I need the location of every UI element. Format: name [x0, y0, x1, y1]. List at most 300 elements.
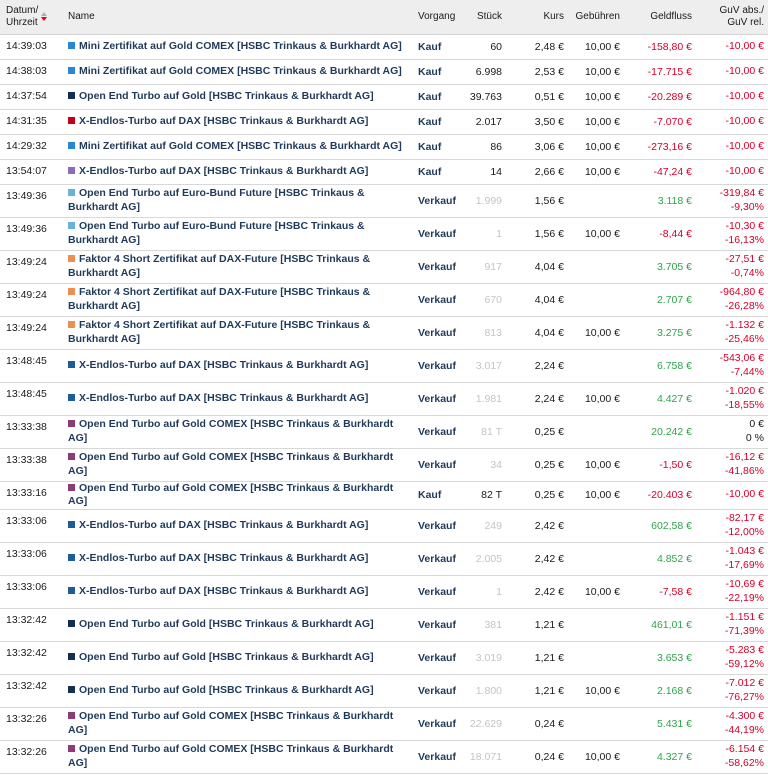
cell-fees: [568, 349, 624, 382]
instrument-color-square-icon: [68, 222, 75, 229]
profit-loss-absolute: -10,00 €: [725, 89, 764, 102]
column-header-date[interactable]: [0, 0, 58, 34]
profit-loss-absolute: -10,30 €: [725, 220, 764, 232]
instrument-color-square-icon: [68, 92, 75, 99]
column-header-fees[interactable]: Gebühren: [568, 0, 624, 34]
cell-profit-loss: [696, 542, 768, 575]
cell-quantity: 86: [460, 134, 506, 159]
table-row[interactable]: [0, 134, 768, 159]
cell-fees: 10,00 €: [568, 382, 624, 415]
table-row[interactable]: [0, 109, 768, 134]
cell-cashflow: -8,44 €: [624, 217, 696, 250]
cell-profit-loss: [696, 641, 768, 674]
column-header-quantity[interactable]: Stück: [460, 0, 506, 34]
pl-header-line1: GuV abs./: [719, 4, 764, 16]
cell-fees: 10,00 €: [568, 59, 624, 84]
cell-fees: [568, 509, 624, 542]
instrument-name-link[interactable]: Faktor 4 Short Zertifikat auf DAX-Future [HSBC Trinkaus & Burkhardt AG]: [68, 319, 371, 345]
cell-fees: 10,00 €: [568, 84, 624, 109]
cell-quantity: 917: [460, 250, 506, 283]
profit-loss-absolute: -1.132 €: [725, 319, 764, 331]
column-header-name[interactable]: Name: [58, 0, 414, 34]
table-header-row: [0, 0, 768, 34]
profit-loss-absolute: -10,00 €: [725, 64, 764, 77]
cell-fees: 10,00 €: [568, 575, 624, 608]
cell-name[interactable]: [58, 575, 414, 608]
cell-price: 2,42 €: [506, 509, 568, 542]
instrument-name-link[interactable]: X-Endlos-Turbo auf DAX [HSBC Trinkaus & Burkhardt AG]: [79, 518, 369, 531]
cell-cashflow: -47,24 €: [624, 159, 696, 184]
cell-datetime: 13:54:07: [0, 159, 58, 184]
instrument-color-square-icon: [68, 394, 75, 401]
cell-name[interactable]: [58, 316, 414, 349]
cell-fees: 10,00 €: [568, 134, 624, 159]
cell-datetime: 13:49:24: [0, 316, 58, 349]
cell-price: 2,42 €: [506, 575, 568, 608]
cell-price: 3,50 €: [506, 109, 568, 134]
cell-price: 0,25 €: [506, 415, 568, 448]
table-row[interactable]: [0, 707, 768, 740]
instrument-name-link[interactable]: Open End Turbo auf Gold [HSBC Trinkaus & Burkhardt AG]: [79, 683, 374, 696]
cell-price: 2,24 €: [506, 382, 568, 415]
profit-loss-absolute: -82,17 €: [725, 512, 764, 524]
cell-name[interactable]: [58, 608, 414, 641]
cell-datetime: 13:32:26: [0, 740, 58, 773]
cell-price: 1,21 €: [506, 641, 568, 674]
cell-price: 4,04 €: [506, 316, 568, 349]
instrument-color-square-icon: [68, 67, 75, 74]
profit-loss-relative: -0,74%: [730, 266, 764, 279]
table-row[interactable]: [0, 349, 768, 382]
cell-name[interactable]: [58, 509, 414, 542]
cell-name[interactable]: [58, 674, 414, 707]
instrument-name-link[interactable]: Mini Zertifikat auf Gold COMEX [HSBC Trinkaus & Burkhardt AG]: [79, 64, 402, 77]
instrument-color-square-icon: [68, 712, 75, 719]
cell-name[interactable]: [58, 250, 414, 283]
cell-name[interactable]: [58, 481, 414, 509]
profit-loss-relative: -9,30%: [730, 200, 764, 213]
cell-name[interactable]: [58, 448, 414, 481]
profit-loss-relative: -58,62%: [724, 756, 764, 769]
cell-datetime: 13:32:42: [0, 608, 58, 641]
cell-quantity: 1.999: [460, 184, 506, 217]
table-row[interactable]: [0, 217, 768, 250]
cell-profit-loss: [696, 415, 768, 448]
table-row[interactable]: [0, 184, 768, 217]
instrument-color-square-icon: [68, 361, 75, 368]
cell-name[interactable]: [58, 84, 414, 109]
column-header-price[interactable]: Kurs: [506, 0, 568, 34]
table-row[interactable]: [0, 34, 768, 59]
cell-profit-loss: [696, 250, 768, 283]
cell-cashflow: 602,58 €: [624, 509, 696, 542]
cell-price: 1,56 €: [506, 184, 568, 217]
cell-name[interactable]: [58, 542, 414, 575]
column-header-type[interactable]: Vorgang: [414, 0, 460, 34]
table-row[interactable]: [0, 740, 768, 773]
cell-datetime: 13:33:16: [0, 481, 58, 509]
cell-price: 0,25 €: [506, 448, 568, 481]
date-header-line2: Uhrzeit: [6, 16, 38, 28]
cell-transaction-type: Verkauf: [414, 509, 460, 542]
instrument-color-square-icon: [68, 484, 75, 491]
cell-quantity: 2.017: [460, 109, 506, 134]
cell-transaction-type: Verkauf: [414, 250, 460, 283]
date-header-line1: Datum/: [6, 4, 39, 16]
cell-datetime: 13:32:42: [0, 641, 58, 674]
cell-quantity: 3.019: [460, 641, 506, 674]
profit-loss-absolute: -4.300 €: [725, 710, 764, 722]
instrument-name-link[interactable]: X-Endlos-Turbo auf DAX [HSBC Trinkaus & Burkhardt AG]: [79, 551, 369, 564]
cell-datetime: 14:31:35: [0, 109, 58, 134]
cell-quantity: 1: [460, 575, 506, 608]
instrument-color-square-icon: [68, 420, 75, 427]
cell-name[interactable]: [58, 134, 414, 159]
cell-datetime: 13:49:24: [0, 250, 58, 283]
profit-loss-relative: -7,44%: [730, 365, 764, 378]
cell-quantity: 3.017: [460, 349, 506, 382]
profit-loss-absolute: -10,00 €: [725, 164, 764, 177]
cell-name[interactable]: [58, 109, 414, 134]
instrument-color-square-icon: [68, 587, 75, 594]
cell-price: 2,53 €: [506, 59, 568, 84]
profit-loss-absolute: -10,69 €: [725, 578, 764, 590]
instrument-color-square-icon: [68, 288, 75, 295]
instrument-color-square-icon: [68, 521, 75, 528]
instrument-color-square-icon: [68, 745, 75, 752]
profit-loss-absolute: 0 €: [749, 418, 764, 430]
instrument-color-square-icon: [68, 321, 75, 328]
profit-loss-absolute: -964,80 €: [719, 286, 764, 298]
cell-fees: 10,00 €: [568, 674, 624, 707]
profit-loss-absolute: -5.283 €: [725, 644, 764, 656]
cell-cashflow: -7.070 €: [624, 109, 696, 134]
cell-datetime: 14:29:32: [0, 134, 58, 159]
cell-transaction-type: Kauf: [414, 159, 460, 184]
cell-profit-loss: [696, 707, 768, 740]
cell-quantity: 381: [460, 608, 506, 641]
instrument-name-link[interactable]: Faktor 4 Short Zertifikat auf DAX-Future [HSBC Trinkaus & Burkhardt AG]: [68, 253, 371, 279]
profit-loss-relative: 0 %: [745, 431, 764, 444]
cell-transaction-type: Kauf: [414, 84, 460, 109]
cell-transaction-type: Kauf: [414, 481, 460, 509]
cell-fees: [568, 542, 624, 575]
cell-quantity: 14: [460, 159, 506, 184]
cell-quantity: 82 T: [460, 481, 506, 509]
cell-cashflow: -158,80 €: [624, 34, 696, 59]
cell-transaction-type: Kauf: [414, 59, 460, 84]
cell-transaction-type: Verkauf: [414, 641, 460, 674]
table-body: [0, 34, 768, 773]
cell-price: 1,21 €: [506, 608, 568, 641]
cell-datetime: 13:49:36: [0, 217, 58, 250]
profit-loss-relative: -76,27%: [724, 690, 764, 703]
cell-price: 1,21 €: [506, 674, 568, 707]
profit-loss-relative: -59,12%: [724, 657, 764, 670]
cell-transaction-type: Verkauf: [414, 674, 460, 707]
cell-price: 2,66 €: [506, 159, 568, 184]
table-row[interactable]: [0, 316, 768, 349]
instrument-color-square-icon: [68, 653, 75, 660]
profit-loss-relative: -44,19%: [724, 723, 764, 736]
profit-loss-absolute: -10,00 €: [725, 39, 764, 52]
instrument-name-link[interactable]: X-Endlos-Turbo auf DAX [HSBC Trinkaus & Burkhardt AG]: [79, 164, 369, 177]
cell-price: 0,51 €: [506, 84, 568, 109]
cell-price: 2,24 €: [506, 349, 568, 382]
cell-cashflow: 2.707 €: [624, 283, 696, 316]
cell-profit-loss: [696, 283, 768, 316]
cell-price: 2,42 €: [506, 542, 568, 575]
table-row[interactable]: [0, 575, 768, 608]
cell-fees: 10,00 €: [568, 34, 624, 59]
cell-cashflow: 5.431 €: [624, 707, 696, 740]
cell-quantity: 813: [460, 316, 506, 349]
instrument-name-link[interactable]: X-Endlos-Turbo auf DAX [HSBC Trinkaus & Burkhardt AG]: [79, 584, 369, 597]
cell-profit-loss: [696, 608, 768, 641]
cell-profit-loss: [696, 674, 768, 707]
cell-cashflow: 3.653 €: [624, 641, 696, 674]
cell-profit-loss: [696, 316, 768, 349]
cell-price: 4,04 €: [506, 283, 568, 316]
cell-quantity: 670: [460, 283, 506, 316]
profit-loss-absolute: -543,06 €: [719, 352, 764, 364]
cell-transaction-type: Kauf: [414, 109, 460, 134]
cell-transaction-type: Verkauf: [414, 382, 460, 415]
cell-name[interactable]: [58, 59, 414, 84]
cell-datetime: 13:32:26: [0, 707, 58, 740]
cell-fees: [568, 415, 624, 448]
cell-fees: 10,00 €: [568, 448, 624, 481]
pl-header-line2: GuV rel.: [727, 16, 764, 28]
cell-datetime: 13:48:45: [0, 382, 58, 415]
instrument-color-square-icon: [68, 142, 75, 149]
cell-name[interactable]: [58, 184, 414, 217]
cell-cashflow: 2.168 €: [624, 674, 696, 707]
instrument-name-link[interactable]: Mini Zertifikat auf Gold COMEX [HSBC Trinkaus & Burkhardt AG]: [79, 139, 402, 152]
cell-quantity: 249: [460, 509, 506, 542]
cell-price: 2,48 €: [506, 34, 568, 59]
column-header-cashflow[interactable]: Geldfluss: [624, 0, 696, 34]
cell-name[interactable]: [58, 415, 414, 448]
cell-transaction-type: Verkauf: [414, 740, 460, 773]
cell-profit-loss: [696, 109, 768, 134]
table-row[interactable]: [0, 283, 768, 316]
cell-price: 0,24 €: [506, 740, 568, 773]
table-row[interactable]: [0, 84, 768, 109]
cell-transaction-type: Verkauf: [414, 415, 460, 448]
cell-price: 1,56 €: [506, 217, 568, 250]
cell-quantity: 39.763: [460, 84, 506, 109]
cell-quantity: 34: [460, 448, 506, 481]
cell-name[interactable]: [58, 34, 414, 59]
table-row[interactable]: [0, 542, 768, 575]
instrument-name-link[interactable]: Faktor 4 Short Zertifikat auf DAX-Future [HSBC Trinkaus & Burkhardt AG]: [68, 286, 371, 312]
cell-transaction-type: Kauf: [414, 134, 460, 159]
cell-profit-loss: [696, 59, 768, 84]
cell-name[interactable]: [58, 159, 414, 184]
cell-profit-loss: [696, 740, 768, 773]
cell-quantity: 6.998: [460, 59, 506, 84]
cell-datetime: 13:33:38: [0, 448, 58, 481]
table-row[interactable]: [0, 159, 768, 184]
instrument-name-link[interactable]: Mini Zertifikat auf Gold COMEX [HSBC Trinkaus & Burkhardt AG]: [79, 39, 402, 52]
profit-loss-relative: -17,69%: [724, 558, 764, 571]
instrument-name-link[interactable]: Open End Turbo auf Gold [HSBC Trinkaus & Burkhardt AG]: [79, 89, 374, 102]
cell-datetime: 14:39:03: [0, 34, 58, 59]
instrument-color-square-icon: [68, 117, 75, 124]
cell-profit-loss: [696, 184, 768, 217]
cell-profit-loss: [696, 34, 768, 59]
cell-profit-loss: [696, 575, 768, 608]
cell-datetime: 13:48:45: [0, 349, 58, 382]
cell-transaction-type: Verkauf: [414, 184, 460, 217]
cell-datetime: 13:49:24: [0, 283, 58, 316]
cell-datetime: 13:32:42: [0, 674, 58, 707]
cell-cashflow: -1,50 €: [624, 448, 696, 481]
profit-loss-absolute: -27,51 €: [725, 253, 764, 265]
profit-loss-absolute: -7.012 €: [725, 677, 764, 689]
cell-profit-loss: [696, 382, 768, 415]
instrument-name-link[interactable]: Open End Turbo auf Gold [HSBC Trinkaus & Burkhardt AG]: [79, 617, 374, 630]
instrument-color-square-icon: [68, 620, 75, 627]
table-row[interactable]: [0, 674, 768, 707]
cell-cashflow: 20.242 €: [624, 415, 696, 448]
cell-cashflow: 4.427 €: [624, 382, 696, 415]
profit-loss-relative: -16,13%: [724, 233, 764, 246]
cell-price: 4,04 €: [506, 250, 568, 283]
cell-name[interactable]: [58, 740, 414, 773]
cell-transaction-type: Verkauf: [414, 217, 460, 250]
instrument-name-link[interactable]: Open End Turbo auf Gold COMEX [HSBC Trinkaus & Burkhardt AG]: [68, 481, 394, 507]
cell-cashflow: 4.327 €: [624, 740, 696, 773]
cell-profit-loss: [696, 509, 768, 542]
instrument-name-link[interactable]: X-Endlos-Turbo auf DAX [HSBC Trinkaus & Burkhardt AG]: [79, 114, 369, 127]
cell-quantity: 1.800: [460, 674, 506, 707]
cell-quantity: 1: [460, 217, 506, 250]
cell-cashflow: -7,58 €: [624, 575, 696, 608]
cell-fees: [568, 283, 624, 316]
profit-loss-absolute: -1.151 €: [725, 611, 764, 623]
cell-name[interactable]: [58, 349, 414, 382]
cell-price: 3,06 €: [506, 134, 568, 159]
table-row[interactable]: [0, 448, 768, 481]
instrument-name-link[interactable]: Open End Turbo auf Gold COMEX [HSBC Trinkaus & Burkhardt AG]: [68, 451, 394, 477]
instrument-name-link[interactable]: Open End Turbo auf Gold COMEX [HSBC Trinkaus & Burkhardt AG]: [68, 743, 394, 769]
cell-profit-loss: [696, 448, 768, 481]
table-row[interactable]: [0, 608, 768, 641]
cell-cashflow: 3.275 €: [624, 316, 696, 349]
cell-fees: [568, 184, 624, 217]
cell-datetime: 14:37:54: [0, 84, 58, 109]
cell-price: 0,24 €: [506, 707, 568, 740]
cell-transaction-type: Verkauf: [414, 707, 460, 740]
cell-transaction-type: Verkauf: [414, 542, 460, 575]
profit-loss-absolute: -10,00 €: [725, 488, 764, 501]
instrument-color-square-icon: [68, 453, 75, 460]
instrument-name-link[interactable]: Open End Turbo auf Euro-Bund Future [HSBC Trinkaus & Burkhardt AG]: [68, 187, 365, 213]
cell-fees: 10,00 €: [568, 159, 624, 184]
instrument-color-square-icon: [68, 554, 75, 561]
cell-datetime: 13:33:06: [0, 542, 58, 575]
cell-price: 0,25 €: [506, 481, 568, 509]
instrument-name-link[interactable]: Open End Turbo auf Gold [HSBC Trinkaus & Burkhardt AG]: [79, 650, 374, 663]
table-row[interactable]: [0, 59, 768, 84]
cell-profit-loss: [696, 349, 768, 382]
profit-loss-relative: -12,00%: [724, 525, 764, 538]
instrument-name-link[interactable]: X-Endlos-Turbo auf DAX [HSBC Trinkaus & Burkhardt AG]: [79, 391, 369, 404]
table-row[interactable]: [0, 641, 768, 674]
cell-transaction-type: Verkauf: [414, 349, 460, 382]
instrument-color-square-icon: [68, 255, 75, 262]
cell-fees: 10,00 €: [568, 217, 624, 250]
column-header-profit-loss[interactable]: [696, 0, 768, 34]
cell-datetime: 13:33:06: [0, 509, 58, 542]
profit-loss-relative: -26,28%: [724, 299, 764, 312]
profit-loss-absolute: -10,00 €: [725, 114, 764, 127]
cell-profit-loss: [696, 481, 768, 509]
profit-loss-relative: -41,86%: [724, 464, 764, 477]
profit-loss-relative: -22,19%: [724, 591, 764, 604]
cell-cashflow: -20.403 €: [624, 481, 696, 509]
cell-name[interactable]: [58, 707, 414, 740]
profit-loss-relative: -18,55%: [724, 398, 764, 411]
cell-datetime: 13:33:06: [0, 575, 58, 608]
table-row[interactable]: [0, 481, 768, 509]
cell-name[interactable]: [58, 217, 414, 250]
cell-cashflow: 3.118 €: [624, 184, 696, 217]
cell-datetime: 13:33:38: [0, 415, 58, 448]
instrument-name-link[interactable]: Open End Turbo auf Gold COMEX [HSBC Trinkaus & Burkhardt AG]: [68, 710, 394, 736]
table-row[interactable]: [0, 382, 768, 415]
table-row[interactable]: [0, 250, 768, 283]
cell-transaction-type: Verkauf: [414, 283, 460, 316]
cell-name[interactable]: [58, 283, 414, 316]
sort-descending-icon[interactable]: [41, 12, 48, 21]
cell-name[interactable]: [58, 641, 414, 674]
cell-profit-loss: [696, 84, 768, 109]
cell-profit-loss: [696, 134, 768, 159]
cell-cashflow: -17.715 €: [624, 59, 696, 84]
instrument-name-link[interactable]: X-Endlos-Turbo auf DAX [HSBC Trinkaus & Burkhardt AG]: [79, 358, 369, 371]
cell-fees: [568, 608, 624, 641]
instrument-name-link[interactable]: Open End Turbo auf Euro-Bund Future [HSBC Trinkaus & Burkhardt AG]: [68, 220, 365, 246]
cell-quantity: 60: [460, 34, 506, 59]
table-row[interactable]: [0, 415, 768, 448]
cell-profit-loss: [696, 159, 768, 184]
cell-quantity: 22.629: [460, 707, 506, 740]
table-row[interactable]: [0, 509, 768, 542]
cell-cashflow: 4.852 €: [624, 542, 696, 575]
cell-name[interactable]: [58, 382, 414, 415]
cell-transaction-type: Verkauf: [414, 316, 460, 349]
cell-transaction-type: Kauf: [414, 34, 460, 59]
cell-cashflow: 461,01 €: [624, 608, 696, 641]
profit-loss-absolute: -1.043 €: [725, 545, 764, 557]
profit-loss-absolute: -319,84 €: [719, 187, 764, 199]
profit-loss-absolute: -6.154 €: [725, 743, 764, 755]
profit-loss-relative: -25,46%: [724, 332, 764, 345]
instrument-name-link[interactable]: Open End Turbo auf Gold COMEX [HSBC Trinkaus & Burkhardt AG]: [68, 418, 394, 444]
cell-cashflow: 6.758 €: [624, 349, 696, 382]
cell-cashflow: -20.289 €: [624, 84, 696, 109]
cell-cashflow: 3.705 €: [624, 250, 696, 283]
cell-fees: 10,00 €: [568, 740, 624, 773]
instrument-color-square-icon: [68, 686, 75, 693]
cell-transaction-type: Verkauf: [414, 575, 460, 608]
cell-quantity: 2.005: [460, 542, 506, 575]
instrument-color-square-icon: [68, 42, 75, 49]
cell-datetime: 13:49:36: [0, 184, 58, 217]
